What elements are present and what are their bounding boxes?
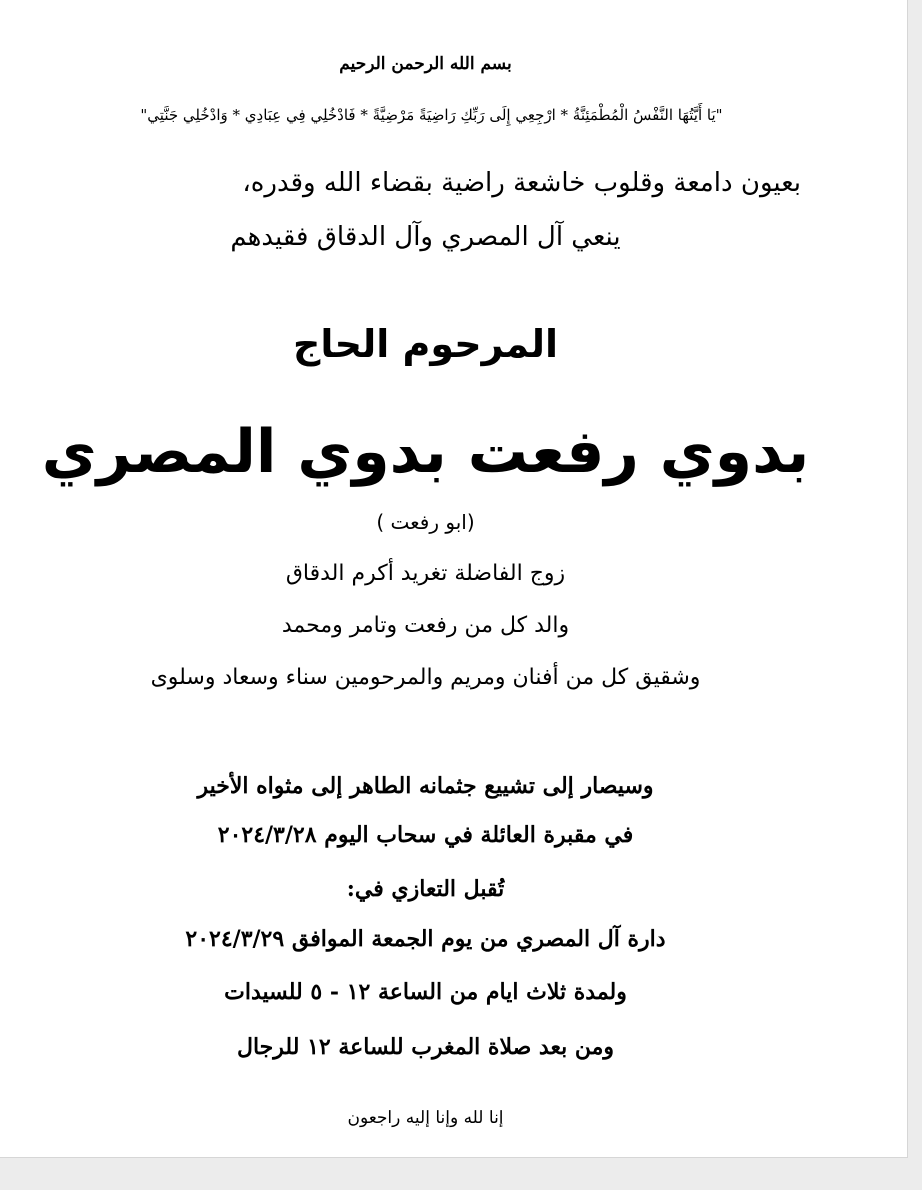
basmala: بسم الله الرحمن الرحيم (339, 54, 512, 74)
intro-line-1: بعيون دامعة وقلوب خاشعة راضية بقضاء الله وقدره، (242, 168, 801, 198)
condolence-men-hours: ومن بعد صلاة المغرب للساعة ١٢ للرجال (236, 1034, 615, 1060)
wife-line: زوج الفاضلة تغريد أكرم الدقاق (285, 561, 566, 586)
funeral-line-1: وسيصار إلى تشييع جثمانه الطاهر إلى مثواه الأخير (197, 773, 654, 799)
siblings-line: وشقيق كل من أفنان ومريم والمرحومين سناء وسعاد وسلوى (150, 665, 701, 690)
deceased-title: المرحوم الحاج (292, 322, 559, 366)
condolence-heading: تُقبل التعازي في: (346, 876, 505, 902)
children-line: والد كل من رفعت وتامر ومحمد (281, 613, 570, 638)
condolence-women-hours: ولمدة ثلاث ايام من الساعة ١٢ - ٥ للسيدات (224, 979, 627, 1005)
funeral-line-2: في مقبرة العائلة في سحاب اليوم ٢٠٢٤/٣/٢٨ (217, 822, 634, 848)
deceased-kunya: (ابو رفعت ) (376, 510, 475, 534)
deceased-name: بدوي رفعت بدوي المصري (41, 417, 810, 487)
closing-phrase: إنا لله وإنا إليه راجعون (347, 1108, 504, 1128)
intro-line-2: ينعي آل المصري وآل الدقاق فقيدهم (230, 222, 621, 252)
quran-verse: "يَا أَيَّتُهَا النَّفْسُ الْمُطْمَئِنَّةُ * ارْجِعِي إِلَى رَبِّكِ رَاضِيَةً مَرْضِيَّةً * فَادْخُلِي فِي عِبَادِي * وَادْخُلِي جَنَّتِي" (140, 106, 723, 124)
condolence-place: دارة آل المصري من يوم الجمعة الموافق ٢٠٢٤/٣/٢٩ (185, 926, 666, 952)
